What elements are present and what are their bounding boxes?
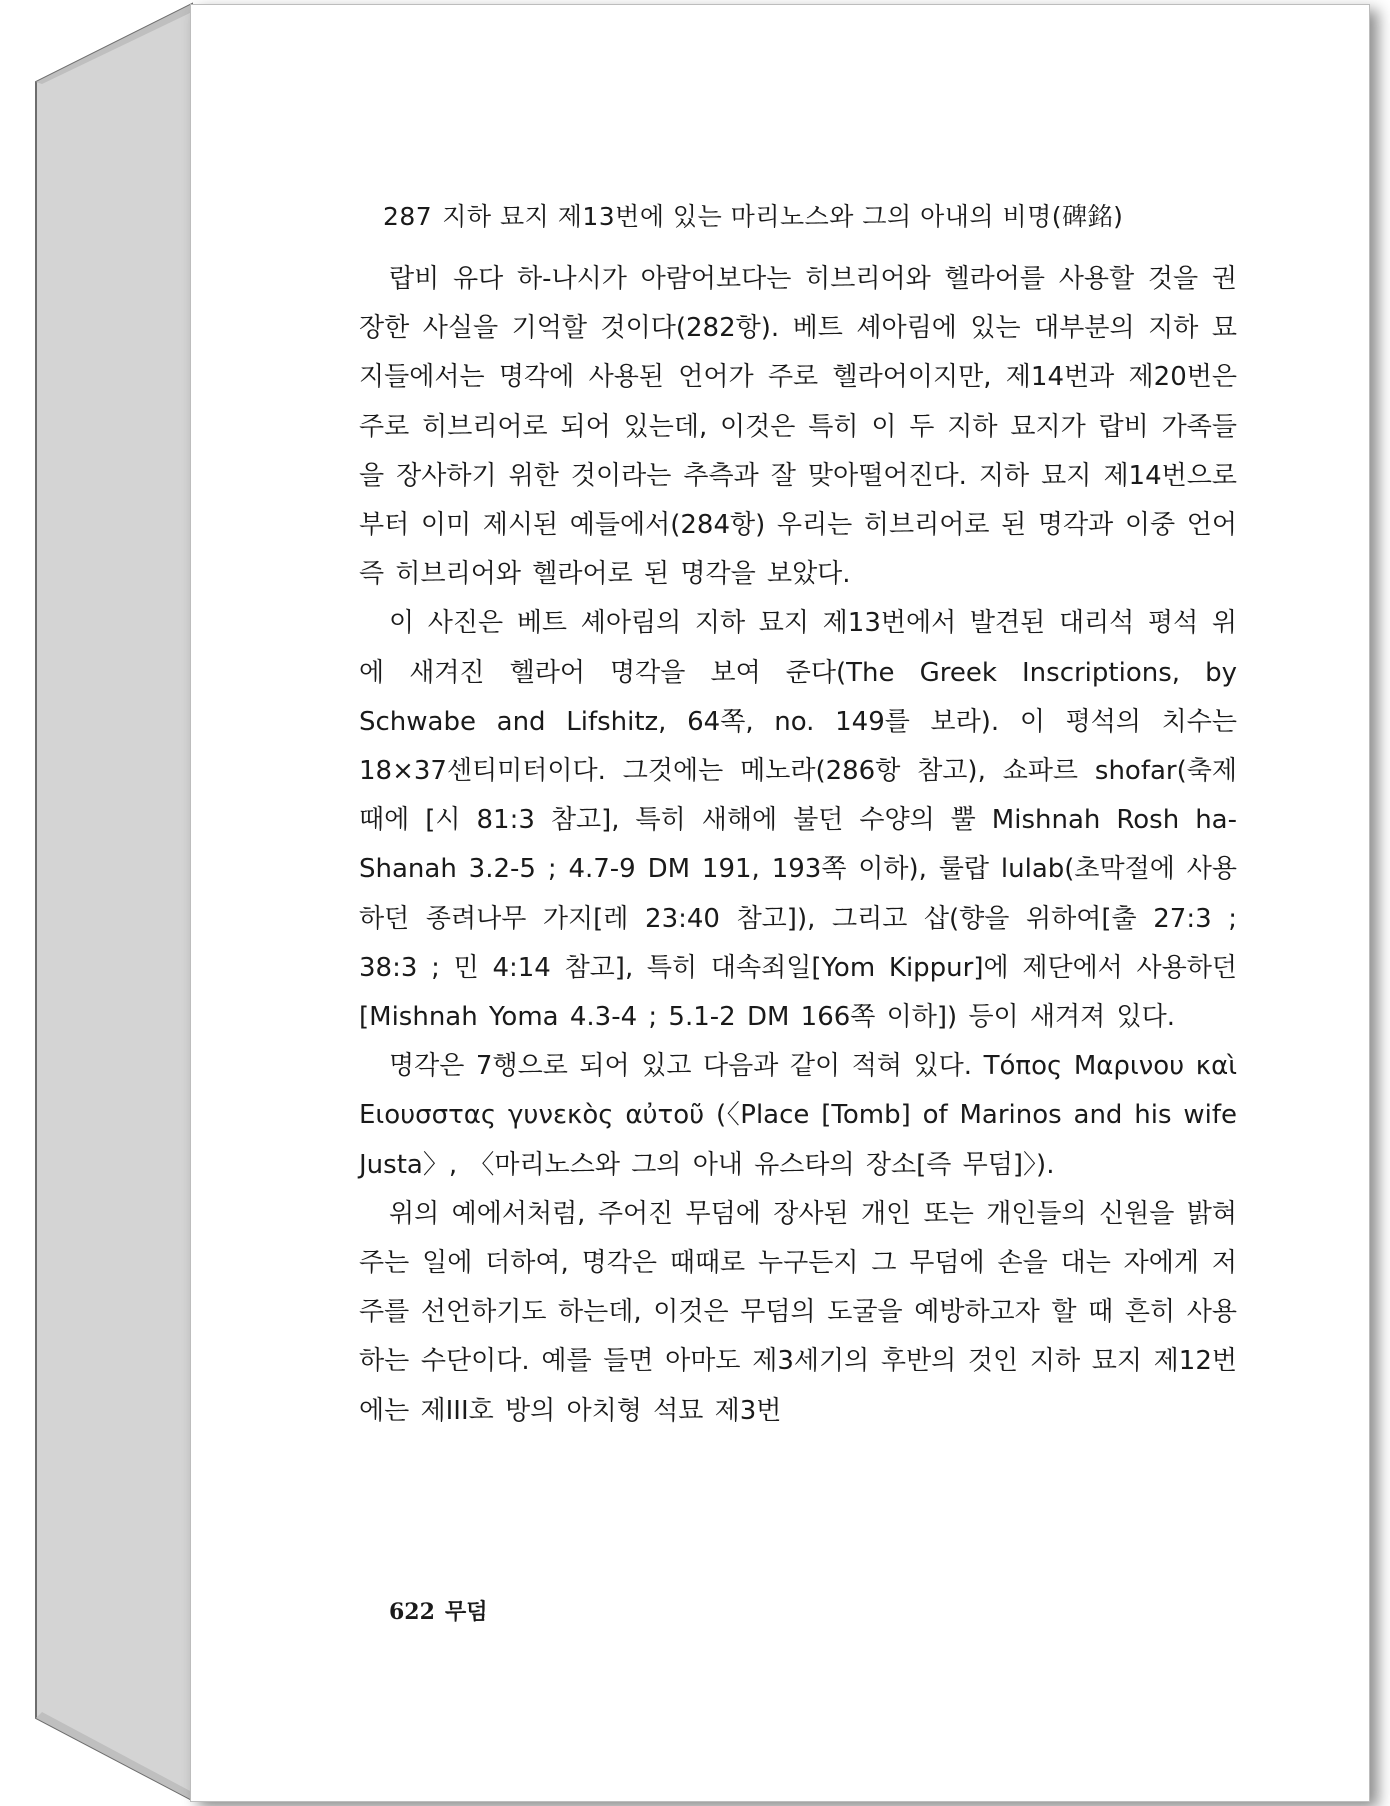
body-paragraph-4: 위의 예에서처럼, 주어진 무덤에 장사된 개인 또는 개인들의 신원을 밝혀 주는 일에 더하여, 명각은 때때로 누구든지 그 무덤에 손을 대는 자에게 저주를 선언하기도 하는데, 이것은 무덤의 도굴을 예방하고자 할 때 흔히 사용하는 수단이다. 예를 들면 아마도 제3세기의 후반의 것인 지하 묘지 제12번에는 제III호 방의 아치형 석묘 제3번	[359, 1198, 1237, 1426]
body-paragraph-2: 이 사진은 베트 셰아림의 지하 묘지 제13번에서 발견된 대리석 평석 위에 새겨진 헬라어 명각을 보여 준다(The Greek Inscriptions, by Schwabe and Lifshitz, 64쪽, no. 149를 보라). 이 평석의 치수는 18×37센티미터이다. 그것에는 메노라(286항 참고), 쇼파르 shofar(축제 때에 [시 81:3 참고], 특히 새해에 불던 수양의 뿔 Mishnah Rosh ha-Shanah 3.2-5 ; 4.7-9 DM 191, 193쪽 이하), 룰랍 lulab(초막절에 사용하던 종려나무 가지[레 23:40 참고]), 그리고 삽(향을 위하여[출 27:3 ; 38:3 ; 민 4:14 참고], 특히 대속죄일[Yom Kippur]에 제단에서 사용하던 [Mishnah Yoma 4.3-4 ; 5.1-2 DM 166쪽 이하]) 등이 새겨져 있다.	[359, 608, 1237, 1033]
figure-caption	[383, 197, 1237, 237]
page-number: 622	[389, 1599, 435, 1625]
book-side-edge	[0, 0, 200, 1806]
caption-number: 287	[383, 202, 433, 231]
page-footer	[389, 1595, 487, 1626]
page-content	[359, 197, 1237, 1436]
book-page	[190, 4, 1370, 1802]
body-paragraph-3: 명각은 7행으로 되어 있고 다음과 같이 적혀 있다. Τόπος Μαρινου καὶ Ειουσστας γυνεκὸς αὐτοῦ (〈Place [Tomb] of Marinos and his wife Justa〉, 〈마리노스와 그의 아내 유스타의 장소[즉 무덤]〉).	[359, 1051, 1237, 1180]
caption-text: 지하 묘지 제13번에 있는 마리노스와 그의 아내의 비명(碑銘)	[442, 202, 1124, 231]
body-paragraph-1: 랍비 유다 하-나시가 아람어보다는 히브리어와 헬라어를 사용할 것을 권장한 사실을 기억할 것이다(282항). 베트 셰아림에 있는 대부분의 지하 묘지들에서는 명각에 사용된 언어가 주로 헬라어이지만, 제14번과 제20번은 주로 히브리어로 되어 있는데, 이것은 특히 이 두 지하 묘지가 랍비 가족들을 장사하기 위한 것이라는 추측과 잘 맞아떨어진다. 지하 묘지 제14번으로부터 이미 제시된 예들에서(284항) 우리는 히브리어로 된 명각과 이중 언어 즉 히브리어와 헬라어로 된 명각을 보았다.	[359, 264, 1237, 590]
running-title: 무덤	[444, 1599, 488, 1625]
